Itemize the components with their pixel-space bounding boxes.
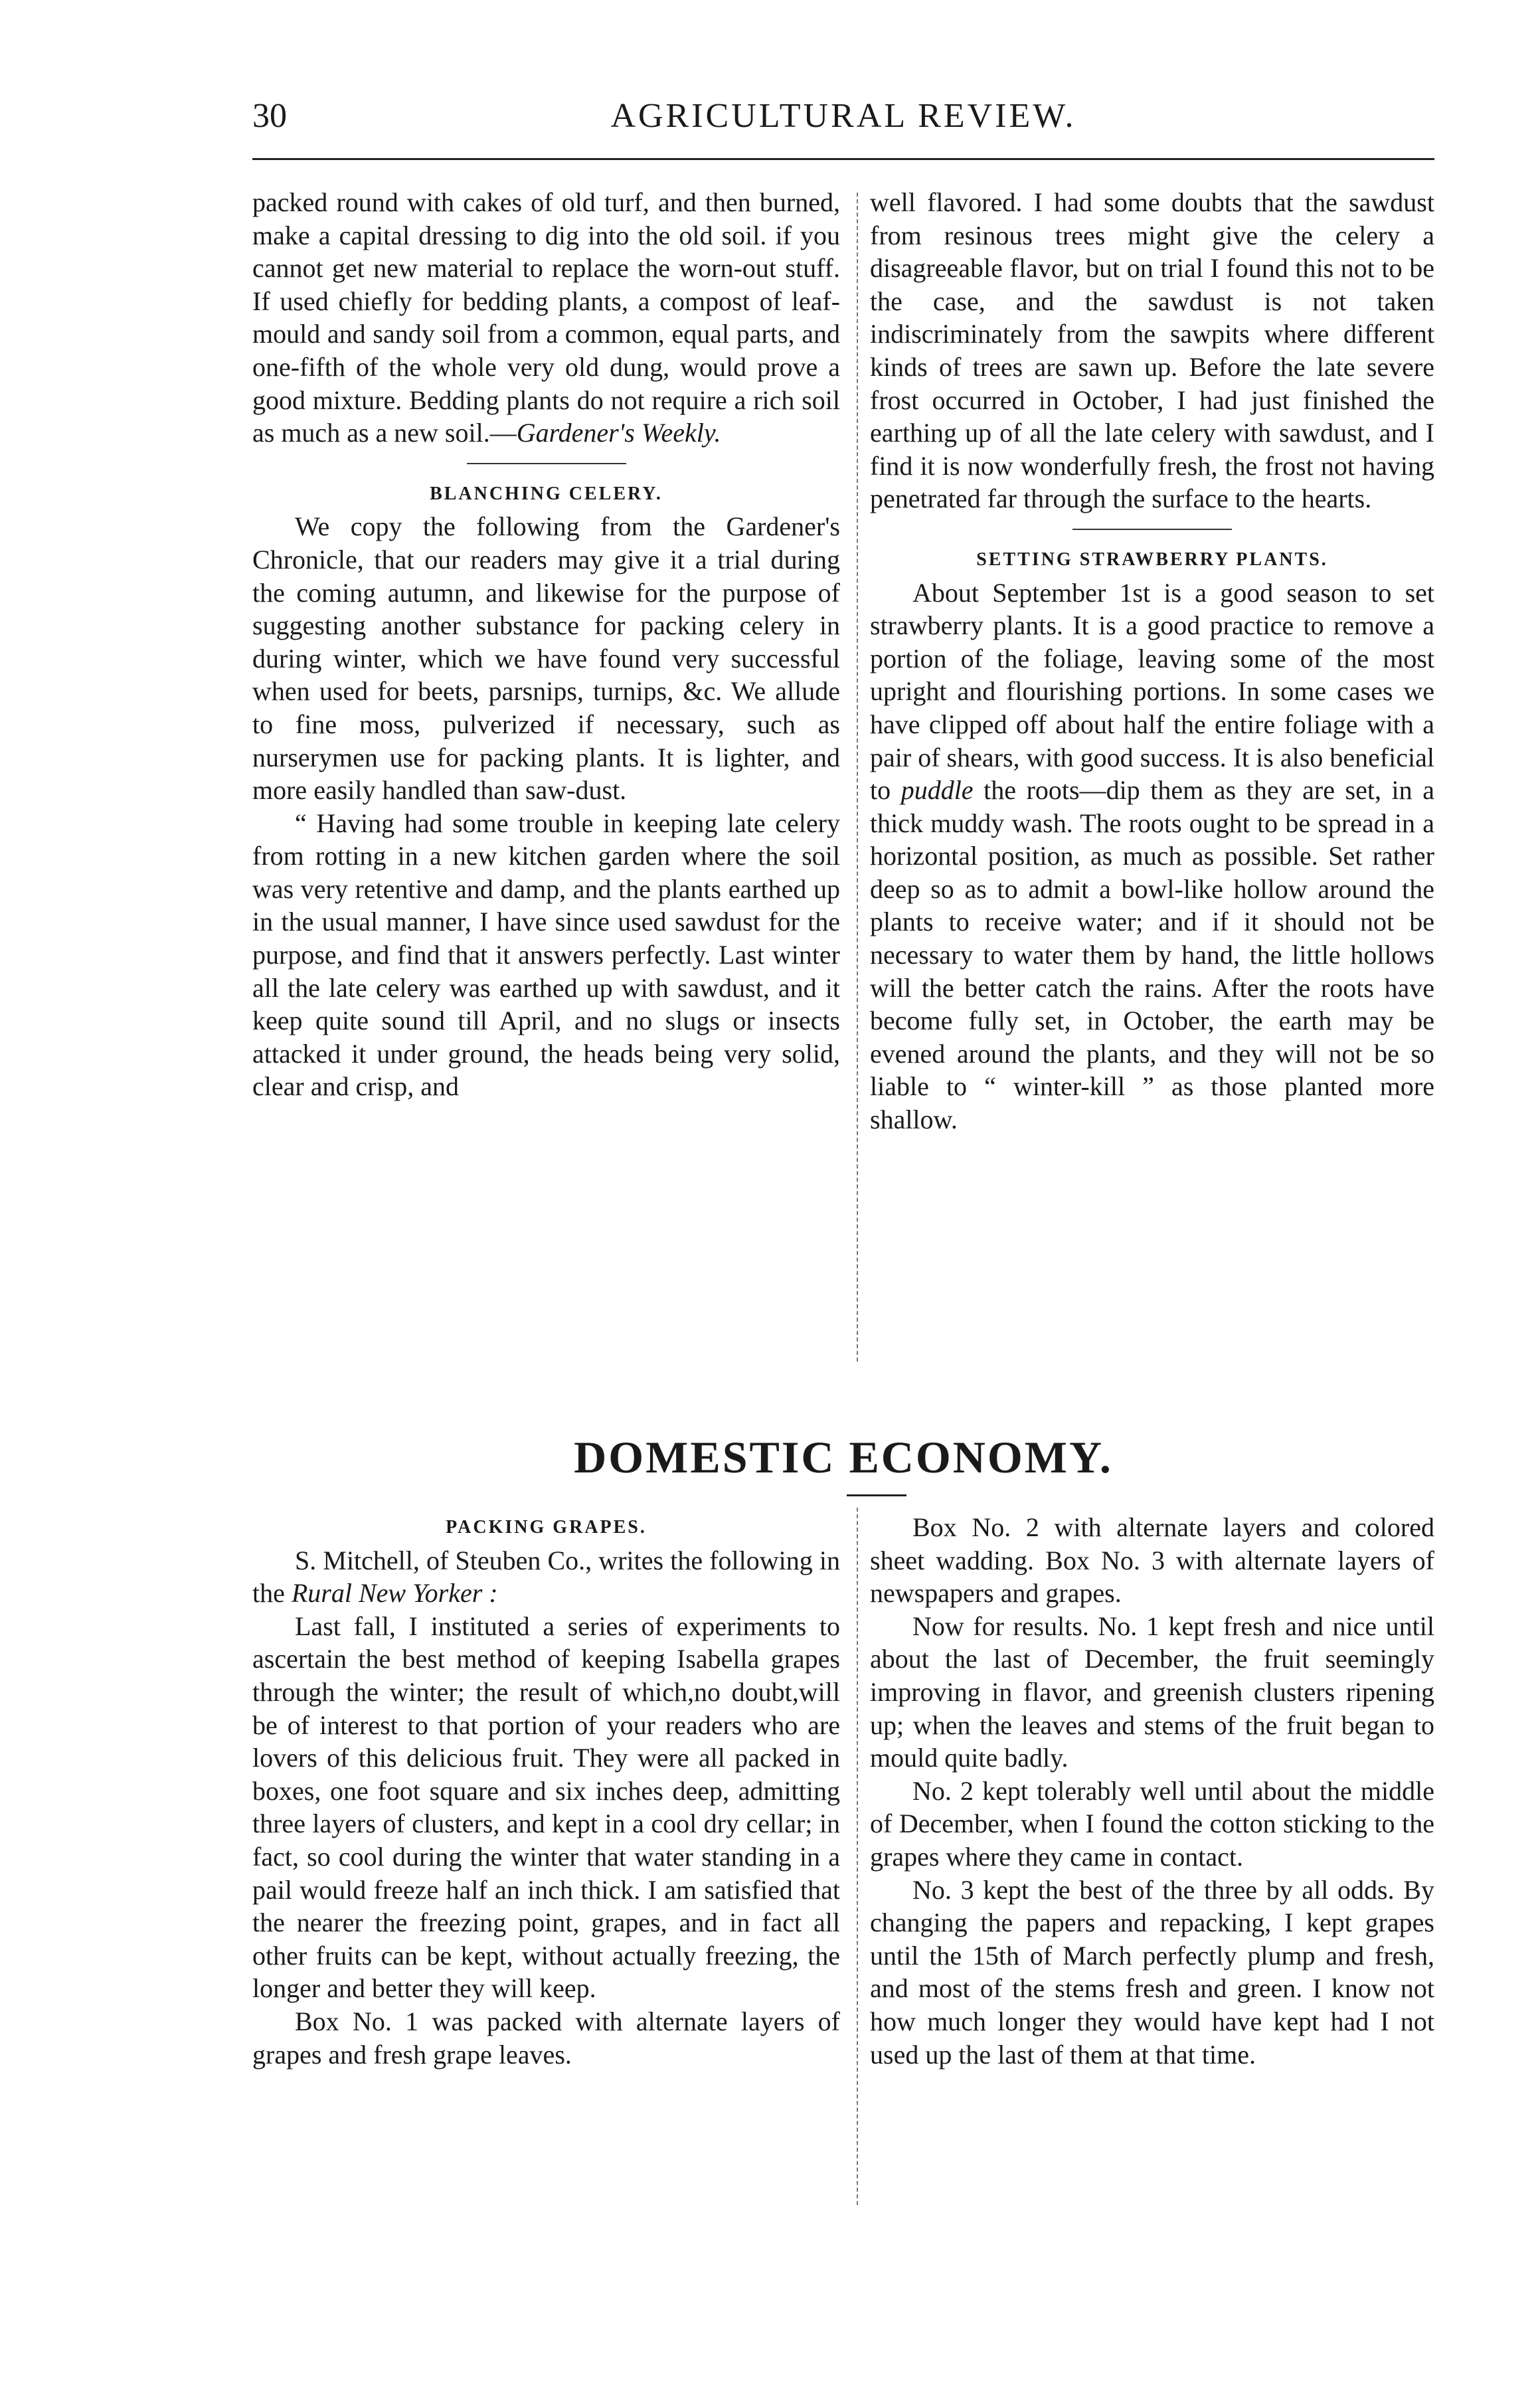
section-divider	[1072, 529, 1232, 530]
lower-right-column	[870, 1511, 1434, 2071]
paragraph	[870, 576, 1434, 1136]
paragraph-text: the roots—dip them as they are set, in a thick muddy wash. The roots ought to be spread in a horizontal position, as much as possible. Set rather deep so as to admit a bowl-like hollow around the plants to receive water; and if it should not be necessary to water them by hand, the little hollows will the better catch the rains. After the roots have become fully set, in October, the earth may be evened around the plants, and they will not be so liable to “ winter-kill ” as those planted more shallow.	[870, 775, 1434, 1135]
section-heading-blanching-celery: BLANCHING CELERY.	[430, 483, 663, 504]
header-rule	[252, 158, 1434, 160]
emphasis-text: puddle	[900, 775, 974, 806]
paragraph: No. 3 kept the best of the three by all odds. By changing the papers and repacking, I kept grapes until the 15th of March perfectly plump and fresh, and most of the stems fresh and green. I know not how much longer they would have kept had I not used up the last of them at that time.	[870, 1874, 1434, 2070]
section-divider	[467, 463, 626, 464]
paragraph-text: About September 1st is a good season to set strawberry plants. It is a good practice to remove a portion of the foliage, leaving some of the most upright and flourishing portions. In some cases we have clipped off about half the entire foliage with a pair of shears, with good success. It is also beneficial to	[870, 577, 1434, 806]
paragraph: Last fall, I instituted a series of experiments to ascertain the best method of keeping Isabella grapes through the winter; the result of which,no doubt,will be of interest to that portion of your readers who are lovers of this delicious fruit. They were all packed in boxes, one foot square and six inches deep, admitting three layers of clusters, and kept in a cool dry cellar; in fact, so cool during the winter that water standing in a pail would freeze half an inch thick. I am satisfied that the nearer the freezing point, grapes, and in fact all other fruits can be kept, without actually freezing, the longer and better they will keep.	[252, 1611, 840, 2004]
continued-paragraph	[252, 186, 840, 450]
continued-text: packed round with cakes of old turf, and then burned, make a capital dressing to dig into the old soil. if you cannot get new material to replace the worn-out stuff. If used chiefly for bedding plants, a compost of leaf-mould and sandy soil from a common, equal parts, and one-fifth of the whole very old dung, would prove a good mixture. Bedding plants do not require a rich soil as much as a new soil.—	[252, 187, 840, 448]
department-title: DOMESTIC ECONOMY.	[574, 1432, 1113, 1482]
department-rule	[847, 1494, 906, 1496]
section-heading-strawberry-plants: SETTING STRAWBERRY PLANTS.	[976, 549, 1328, 570]
lower-left-column	[252, 1511, 840, 2071]
publication-name: Rural New Yorker :	[291, 1578, 498, 1609]
page-header	[252, 96, 1434, 149]
paragraph: We copy the following from the Gardener's Chronicle, that our readers may give it a trial during the coming autumn, and likewise for the purpose of suggesting another substance for packing celery in during winter, which we have found very successful when used for beets, parsnips, turnips, &c. We allude to fine moss, pulverized if necessary, such as nurserymen use for packing plants. It is lighter, and more easily handled than saw-dust.	[252, 511, 840, 806]
paragraph: No. 2 kept tolerably well until about the middle of December, when I found the cotton sticking to the grapes where they came in contact.	[870, 1775, 1434, 1872]
paragraph: “ Having had some trouble in keeping late celery from rotting in a new kitchen garden where the soil was very retentive and damp, and the plants earthed up in the usual manner, I have since used sawdust for the purpose, and find that it answers perfectly. Last winter all the late celery was earthed up with sawdust, and it keep quite sound till April, and no slugs or insects attacked it under ground, the heads being very solid, clear and crisp, and	[252, 808, 840, 1102]
upper-right-column	[870, 186, 1434, 1136]
running-title: AGRICULTURAL REVIEW.	[610, 97, 1076, 135]
column-divider	[857, 1508, 858, 2205]
paragraph: Now for results. No. 1 kept fresh and nice until about the last of December, the fruit seemingly improving in flavor, and greenish clusters ripening up; when the leaves and stems of the fruit began to mould quite badly.	[870, 1611, 1434, 1773]
source-attribution: Gardener's Weekly.	[516, 418, 721, 448]
paragraph-text: S. Mitchell, of Steuben Co., writes the following in the	[252, 1545, 840, 1609]
page-number: 30	[252, 97, 287, 135]
paragraph	[252, 1544, 840, 1610]
column-divider	[857, 193, 858, 1362]
upper-left-column	[252, 186, 840, 1103]
paragraph: Box No. 2 with alternate layers and colored sheet wadding. Box No. 3 with alternate layers of newspapers and grapes.	[870, 1512, 1434, 1609]
paragraph: Box No. 1 was packed with alternate layers of grapes and fresh grape leaves.	[252, 2006, 840, 2070]
section-heading-packing-grapes: PACKING GRAPES.	[446, 1517, 647, 1538]
paragraph: well flavored. I had some doubts that the sawdust from resinous trees might give the celery a disagreeable flavor, but on trial I found this not to be the case, and the sawdust is not taken indiscriminately from the sawpits where different kinds of trees are sawn up. Before the late severe frost occurred in October, I had just finished the earthing up of all the late celery with sawdust, and I find it is now wonderfully fresh, the frost not having penetrated far through the surface to the hearts.	[870, 187, 1434, 514]
